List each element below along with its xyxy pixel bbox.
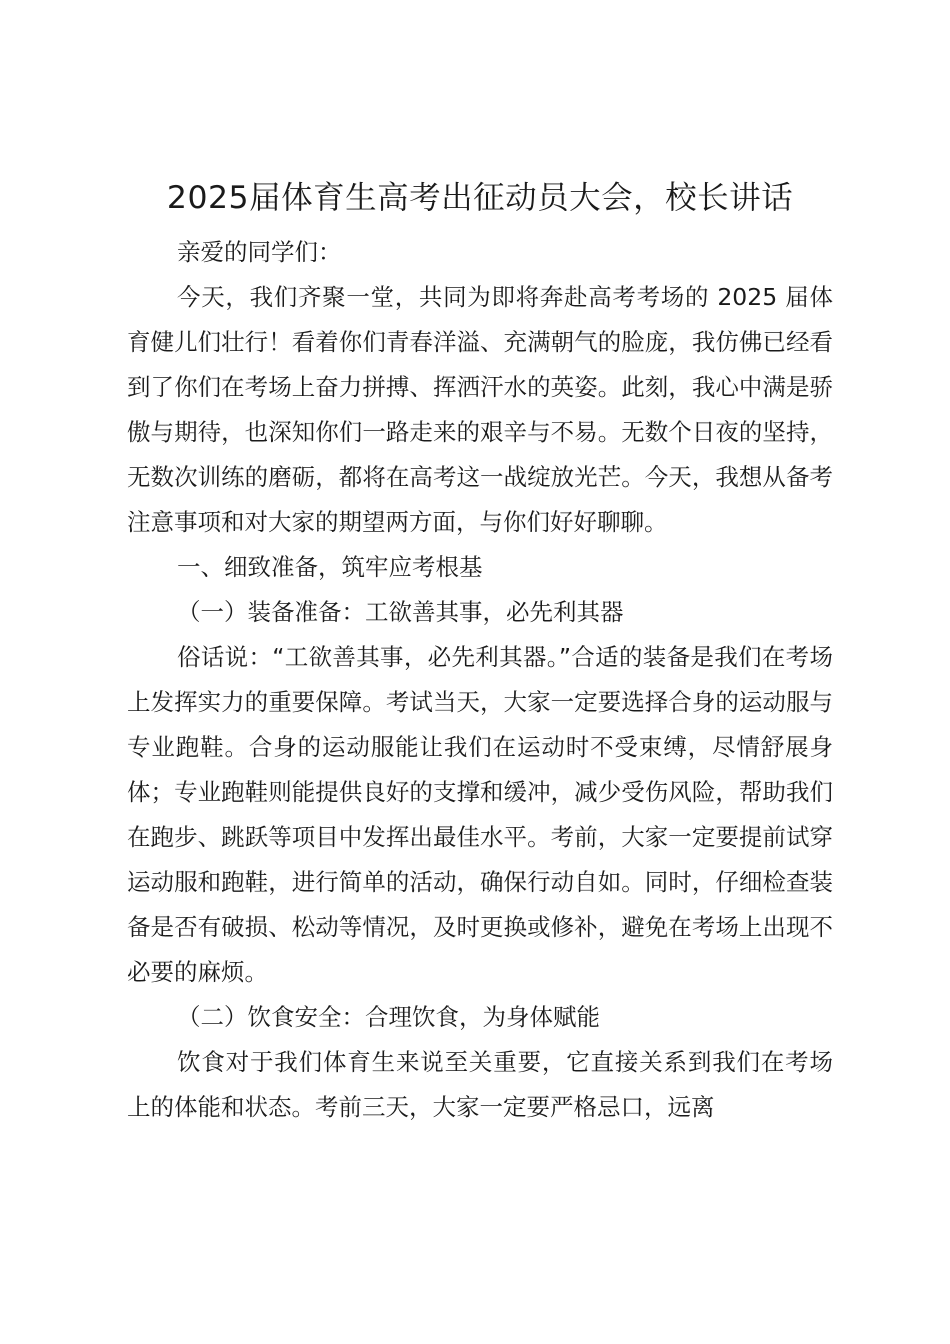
subsection-1-paragraph: 俗话说：“工欲善其事，必先利其器。”合适的装备是我们在考场上发挥实力的重要保障。考试当天，大家一定要选择合身的运动服与专业跑鞋。合身的运动服能让我们在运动时不受束缚，尽情舒展身体；专业跑鞋则能提供良好的支撑和缓冲，减少受伤风险，帮助我们在跑步、跳跃等项目中发挥出最佳水平。考前，大家一定要提前试穿运动服和跑鞋，进行简单的活动，确保行动自如。同时，仔细检查装备是否有破损、松动等情况，及时更换或修补，避免在考场上出现不必要的麻烦。: [127, 643, 833, 986]
section-heading-1: 一、细致准备，筑牢应考根基: [177, 553, 483, 581]
greeting: 亲爱的同学们：: [177, 238, 342, 266]
subsection-heading-1: （一）装备准备：工欲善其事，必先利其器: [177, 598, 624, 626]
subsection-2-paragraph: 饮食对于我们体育生来说至关重要，它直接关系到我们在考场上的体能和状态。考前三天，大家一定要严格忌口，远离: [127, 1048, 833, 1121]
document-body: [127, 172, 833, 1130]
document-title: 2025届体育生高考出征动员大会，校长讲话: [166, 180, 794, 216]
subsection-heading-2: （二）饮食安全：合理饮食，为身体赋能: [177, 1003, 600, 1031]
intro-paragraph: 今天，我们齐聚一堂，共同为即将奔赴高考考场的 2025 届体育健儿们壮行！看着你们青春洋溢、充满朝气的脸庞，我仿佛已经看到了你们在考场上奋力拼搏、挥洒汗水的英姿。此刻，我心中满是骄傲与期待，也深知你们一路走来的艰辛与不易。无数个日夜的坚持，无数次训练的磨砺，都将在高考这一战绽放光芒。今天，我想从备考注意事项和对大家的期望两方面，与你们好好聊聊。: [127, 283, 833, 536]
